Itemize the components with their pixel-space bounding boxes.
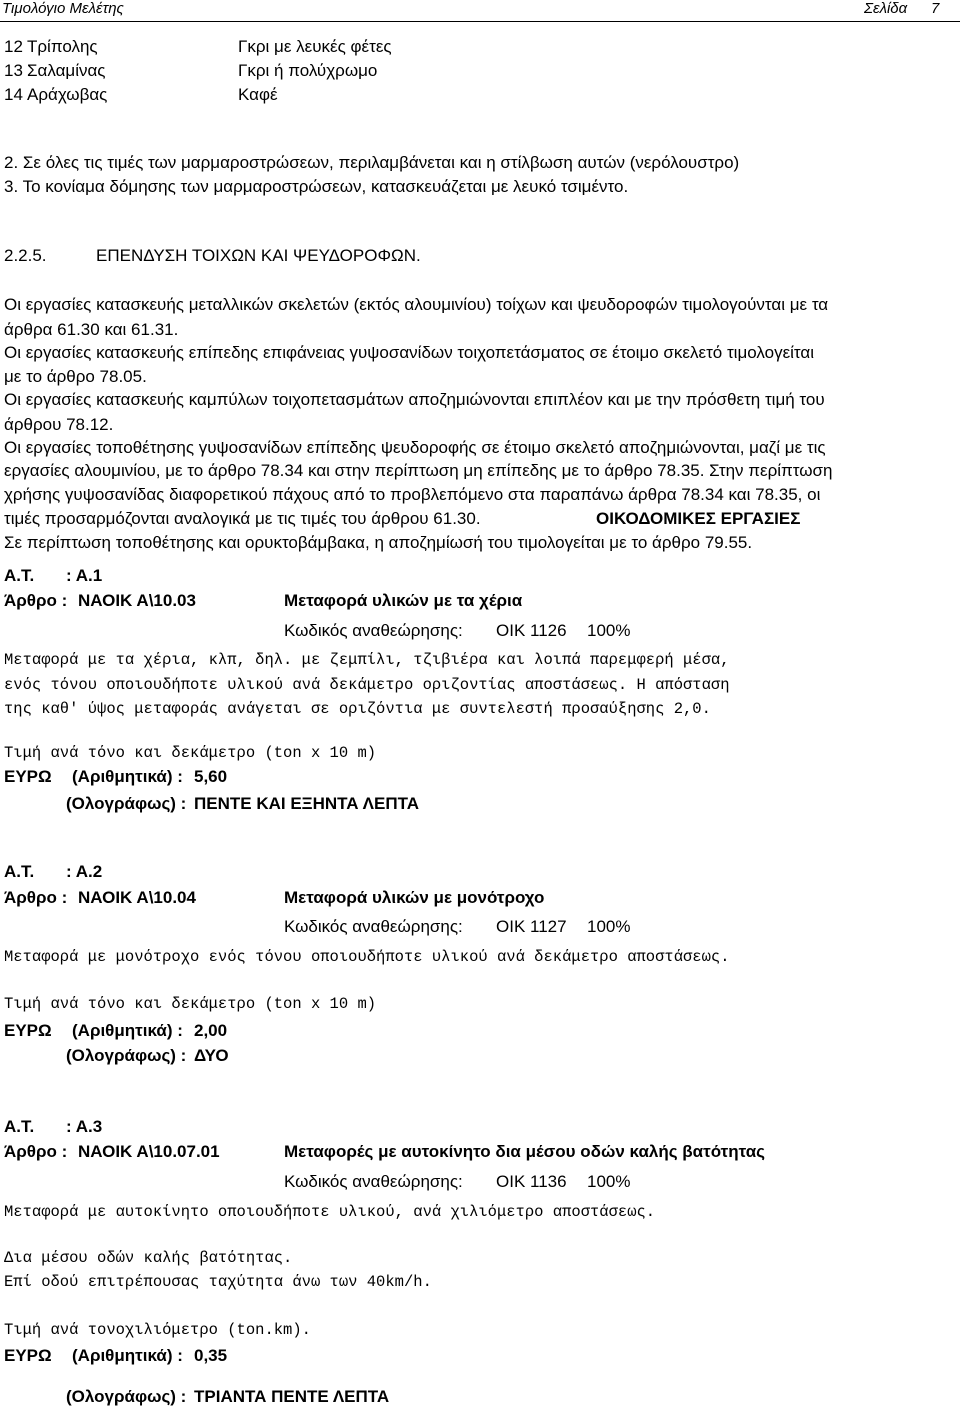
currency-label: ΕΥΡΩ bbox=[4, 767, 52, 786]
article-code: ΝΑΟΙΚ Α\10.03 bbox=[78, 591, 196, 610]
section-number: 2.2.5. bbox=[4, 246, 47, 265]
numeric-label: (Αριθμητικά) : bbox=[72, 1021, 183, 1040]
paragraph-line: Οι εργασίες τοποθέτησης γυψοσανίδων επίπεδης ψευδοροφής σε έτοιμο σκελετό αποζημιώνονται, μαζί με τις bbox=[4, 438, 826, 457]
revision-code: ΟΙΚ 1127 bbox=[496, 917, 567, 936]
words-label: (Ολογράφως) : bbox=[66, 1046, 187, 1065]
numeric-label: (Αριθμητικά) : bbox=[72, 767, 183, 786]
currency-label: ΕΥΡΩ bbox=[4, 1346, 52, 1365]
price-words: ΤΡΙΑΝΤΑ ΠΕΝΤΕ ΛΕΠΤΑ bbox=[194, 1387, 390, 1406]
revision-percent: 100% bbox=[587, 917, 631, 936]
list-item-color: Γκρι με λευκές φέτες bbox=[238, 37, 392, 56]
extra-line: Επί οδού επιτρέπουσας ταχύτητα άνω των 40km/h. bbox=[4, 1273, 432, 1291]
at-value: : Α.3 bbox=[66, 1117, 103, 1136]
unit-line: Τιμή ανά τονοχιλιόμετρο (ton.km). bbox=[4, 1321, 311, 1339]
price-words: ΠΕΝΤΕ ΚΑΙ ΕΞΗΝΤΑ ΛΕΠΤΑ bbox=[194, 794, 420, 813]
list-item-color: Γκρι ή πολύχρωμο bbox=[238, 61, 378, 80]
description-line: Μεταφορά με μονότροχο ενός τόνου οποιουδήποτε υλικού ανά δεκάμετρο αποστάσεως. bbox=[4, 948, 730, 966]
revision-label: Κωδικός αναθεώρησης: bbox=[284, 1172, 463, 1191]
description-line: Μεταφορά με τα χέρια, κλπ, δηλ. με ζεμπίλι, τζιβιέρα και λοιπά παρεμφερή μέσα, bbox=[4, 651, 730, 669]
article-label: Άρθρο : bbox=[4, 591, 68, 610]
at-value: : Α.2 bbox=[66, 862, 103, 881]
price-numeric: 2,00 bbox=[194, 1021, 228, 1040]
revision-label: Κωδικός αναθεώρησης: bbox=[284, 621, 463, 640]
at-label: Α.Τ. bbox=[4, 566, 35, 585]
description-line: ενός τόνου οποιουδήποτε υλικού ανά δεκάμετρο οριζοντίας αποστάσεως. Η απόσταση bbox=[4, 676, 730, 694]
header-rule bbox=[0, 21, 960, 22]
paragraph-line: με το άρθρο 78.05. bbox=[4, 367, 147, 386]
revision-percent: 100% bbox=[587, 1172, 631, 1191]
paragraph-line: άρθρα 61.30 και 61.31. bbox=[4, 320, 179, 339]
list-item-color: Καφέ bbox=[238, 85, 278, 104]
list-item-name: Σαλαμίνας bbox=[27, 61, 106, 80]
list-item-name: Τρίπολης bbox=[27, 37, 98, 56]
numeric-label: (Αριθμητικά) : bbox=[72, 1346, 183, 1365]
list-item-num: 12 bbox=[4, 37, 23, 56]
article-title: Μεταφορά υλικών με τα χέρια bbox=[284, 591, 523, 610]
page-header-title: Τιμολόγιο Μελέτης bbox=[2, 0, 124, 17]
note-line: 2. Σε όλες τις τιμές των μαρμαροστρώσεων, περιλαμβάνεται και η στίλβωση αυτών (νερόλουστρο) bbox=[4, 153, 740, 172]
article-code: ΝΑΟΙΚ Α\10.07.01 bbox=[78, 1142, 220, 1161]
words-label: (Ολογράφως) : bbox=[66, 794, 187, 813]
price-numeric: 0,35 bbox=[194, 1346, 228, 1365]
at-value: : Α.1 bbox=[66, 566, 103, 585]
article-label: Άρθρο : bbox=[4, 888, 68, 907]
description-line: της καθ' ύψος μεταφοράς ανάγεται σε οριζόντια με συντελεστή προσαύξησης 2,0. bbox=[4, 700, 711, 718]
page-label: Σελίδα bbox=[864, 0, 908, 17]
description-line: Μεταφορά με αυτοκίνητο οποιουδήποτε υλικού, ανά χιλιόμετρο αποστάσεως. bbox=[4, 1203, 656, 1221]
note-line: 3. Το κονίαμα δόμησης των μαρμαροστρώσεων, κατασκευάζεται με λευκό τσιμέντο. bbox=[4, 177, 629, 196]
article-title: Μεταφορές με αυτοκίνητο δια μέσου οδών καλής βατότητας bbox=[284, 1142, 765, 1161]
revision-code: ΟΙΚ 1126 bbox=[496, 621, 567, 640]
words-label: (Ολογράφως) : bbox=[66, 1387, 187, 1406]
price-words: ΔΥΟ bbox=[194, 1046, 229, 1065]
at-label: Α.Τ. bbox=[4, 1117, 35, 1136]
article-label: Άρθρο : bbox=[4, 1142, 68, 1161]
currency-label: ΕΥΡΩ bbox=[4, 1021, 52, 1040]
paragraph-line: τιμές προσαρμόζονται αναλογικά με τις τιμές του άρθρου 61.30. bbox=[4, 509, 481, 528]
list-item-name: Αράχωβας bbox=[27, 85, 108, 104]
paragraph-line: εργασίες αλουμινίου, με το άρθρο 78.34 και στην περίπτωση μη επίπεδης με το άρθρο 78.35. Στην περίπτωση bbox=[4, 461, 833, 480]
paragraph-line: άρθρου 78.12. bbox=[4, 415, 114, 434]
unit-line: Τιμή ανά τόνο και δεκάμετρο (ton x 10 m) bbox=[4, 995, 377, 1013]
paragraph-line: χρήσης γυψοσανίδας διαφορετικού πάχους από το προβλεπόμενο στα παραπάνω άρθρα 78.34 και 78.35, οι bbox=[4, 485, 821, 504]
unit-line: Τιμή ανά τόνο και δεκάμετρο (ton x 10 m) bbox=[4, 744, 377, 762]
paragraph-line: Οι εργασίες κατασκευής επίπεδης επιφάνειας γυψοσανίδων τοιχοπετάσματος σε έτοιμο σκελετό τιμολογείται bbox=[4, 343, 815, 362]
article-code: ΝΑΟΙΚ Α\10.04 bbox=[78, 888, 196, 907]
paragraph-line: Οι εργασίες κατασκευής καμπύλων τοιχοπετασμάτων αποζημιώνονται επιπλέον και με την πρόσθετη τιμή του bbox=[4, 390, 825, 409]
article-title: Μεταφορά υλικών με μονότροχο bbox=[284, 888, 545, 907]
list-item-num: 13 bbox=[4, 61, 23, 80]
price-numeric: 5,60 bbox=[194, 767, 228, 786]
extra-line: Δια μέσου οδών καλής βατότητας. bbox=[4, 1249, 293, 1267]
revision-percent: 100% bbox=[587, 621, 631, 640]
at-label: Α.Τ. bbox=[4, 862, 35, 881]
inline-heading: ΟΙΚΟΔΟΜΙΚΕΣ ΕΡΓΑΣΙΕΣ bbox=[596, 509, 801, 528]
revision-label: Κωδικός αναθεώρησης: bbox=[284, 917, 463, 936]
section-title: ΕΠΕΝΔΥΣΗ ΤΟΙΧΩΝ ΚΑΙ ΨΕΥΔΟΡΟΦΩΝ. bbox=[96, 246, 421, 265]
paragraph-line: Οι εργασίες κατασκευής μεταλλικών σκελετών (εκτός αλουμινίου) τοίχων και ψευδοροφών τιμολογούνται με τα bbox=[4, 295, 829, 314]
revision-code: ΟΙΚ 1136 bbox=[496, 1172, 567, 1191]
list-item-num: 14 bbox=[4, 85, 23, 104]
paragraph-line: Σε περίπτωση τοποθέτησης και ορυκτοβάμβακα, η αποζημίωσή του τιμολογείται με το άρθρο 79.55. bbox=[4, 533, 753, 552]
page-number: 7 bbox=[931, 0, 940, 17]
